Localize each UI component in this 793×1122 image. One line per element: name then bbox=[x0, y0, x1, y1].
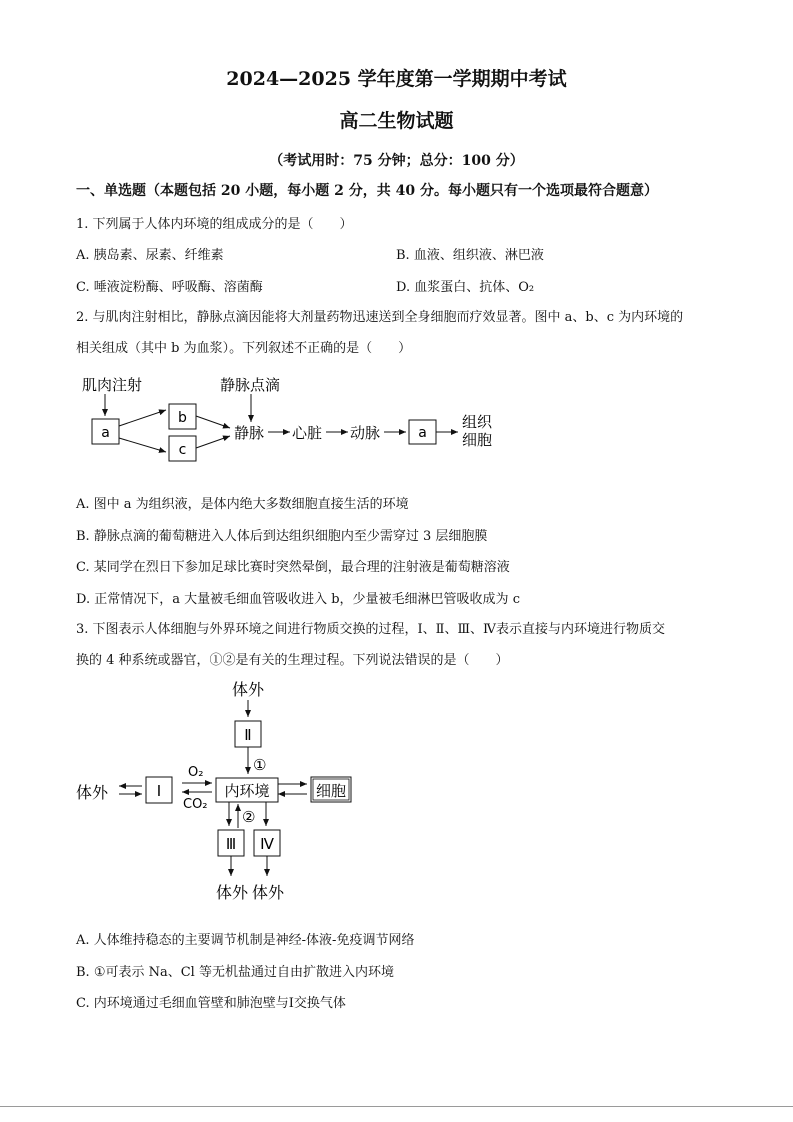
box-II-label: Ⅱ bbox=[244, 726, 252, 744]
box-b-label: b bbox=[178, 410, 187, 426]
exam-subtitle: 高二生物试题 bbox=[339, 110, 454, 132]
box-internal-env-label: 内环境 bbox=[224, 782, 270, 800]
q3-stem-line1: 3. 下图表示人体细胞与外界环境之间进行物质交换的过程，Ⅰ、Ⅱ、Ⅲ、Ⅳ表示直接与内环境进行物质交 bbox=[76, 622, 666, 637]
label-intramuscular: 肌肉注射 bbox=[82, 376, 143, 394]
box-I-label: Ⅰ bbox=[156, 782, 162, 800]
label-o2: O₂ bbox=[188, 765, 204, 780]
q3-option-b: B. ①可表示 Na、Cl 等无机盐通过自由扩散进入内环境 bbox=[76, 965, 394, 980]
label-circle-1: ① bbox=[253, 756, 267, 774]
q2-option-b: B. 静脉点滴的葡萄糖进入人体后到达组织细胞内至少需穿过 3 层细胞膜 bbox=[76, 529, 488, 544]
q2-stem-line1: 2. 与肌肉注射相比，静脉点滴因能将大剂量药物迅速送到全身细胞而疗效显著。图中 a、b、c 为内环境的 bbox=[76, 310, 684, 325]
label-vein: 静脉 bbox=[234, 424, 265, 442]
label-tissue-1: 组织 bbox=[462, 413, 493, 431]
q3-diagram bbox=[70, 676, 370, 906]
q1-option-a: A. 胰岛素、尿素、纤维素 bbox=[76, 248, 224, 263]
q2-stem-line2: 相关组成（其中 b 为血浆）。下列叙述不正确的是（ ） bbox=[76, 341, 412, 356]
q2-option-c: C. 某同学在烈日下参加足球比赛时突然晕倒，最合理的注射液是葡萄糖溶液 bbox=[76, 560, 510, 575]
label-outside-bottom-2: 体外 bbox=[252, 883, 285, 902]
page-bottom-rule bbox=[0, 1106, 793, 1107]
q2-option-a: A. 图中 a 为组织液，是体内绝大多数细胞直接生活的环境 bbox=[76, 497, 409, 512]
label-circle-2: ② bbox=[242, 808, 256, 826]
label-co2: CO₂ bbox=[183, 797, 208, 812]
q3-option-a: A. 人体维持稳态的主要调节机制是神经-体液-免疫调节网络 bbox=[76, 933, 415, 948]
box-IV-label: Ⅳ bbox=[260, 835, 274, 853]
box-III-label: Ⅲ bbox=[225, 835, 237, 853]
q1-option-d: D. 血浆蛋白、抗体、O₂ bbox=[396, 280, 535, 295]
q2-option-d: D. 正常情况下，a 大量被毛细血管吸收进入 b，少量被毛细淋巴管吸收成为 c bbox=[76, 592, 520, 607]
label-iv-drip: 静脉点滴 bbox=[220, 376, 281, 394]
label-outside-top: 体外 bbox=[232, 680, 265, 699]
q1-option-c: C. 唾液淀粉酶、呼吸酶、溶菌酶 bbox=[76, 280, 263, 295]
section-heading: 一、单选题（本题包括 20 小题，每小题 2 分，共 40 分。每小题只有一个选项最符合题意） bbox=[76, 183, 658, 199]
label-outside-left: 体外 bbox=[76, 783, 109, 802]
q3-stem-line2: 换的 4 种系统或器官，①②是有关的生理过程。下列说法错误的是（ ） bbox=[76, 653, 509, 668]
box-a2-label: a bbox=[418, 425, 427, 441]
q2-diagram bbox=[70, 368, 510, 468]
q3-option-c: C. 内环境通过毛细血管壁和肺泡壁与Ⅰ交换气体 bbox=[76, 996, 346, 1011]
label-tissue-2: 细胞 bbox=[462, 431, 493, 449]
exam-info: （考试用时：75 分钟；总分：100 分） bbox=[269, 153, 524, 169]
label-outside-bottom-1: 体外 bbox=[216, 883, 249, 902]
box-cell-label: 细胞 bbox=[315, 782, 347, 800]
label-artery: 动脉 bbox=[350, 424, 381, 442]
q1-option-b: B. 血液、组织液、淋巴液 bbox=[396, 248, 544, 263]
label-heart: 心脏 bbox=[292, 424, 323, 442]
exam-title: 2024—2025 学年度第一学期期中考试 bbox=[226, 68, 567, 90]
box-a-label: a bbox=[101, 425, 110, 441]
box-c-label: c bbox=[178, 442, 187, 458]
q1-stem: 1. 下列属于人体内环境的组成成分的是（ ） bbox=[76, 217, 353, 232]
